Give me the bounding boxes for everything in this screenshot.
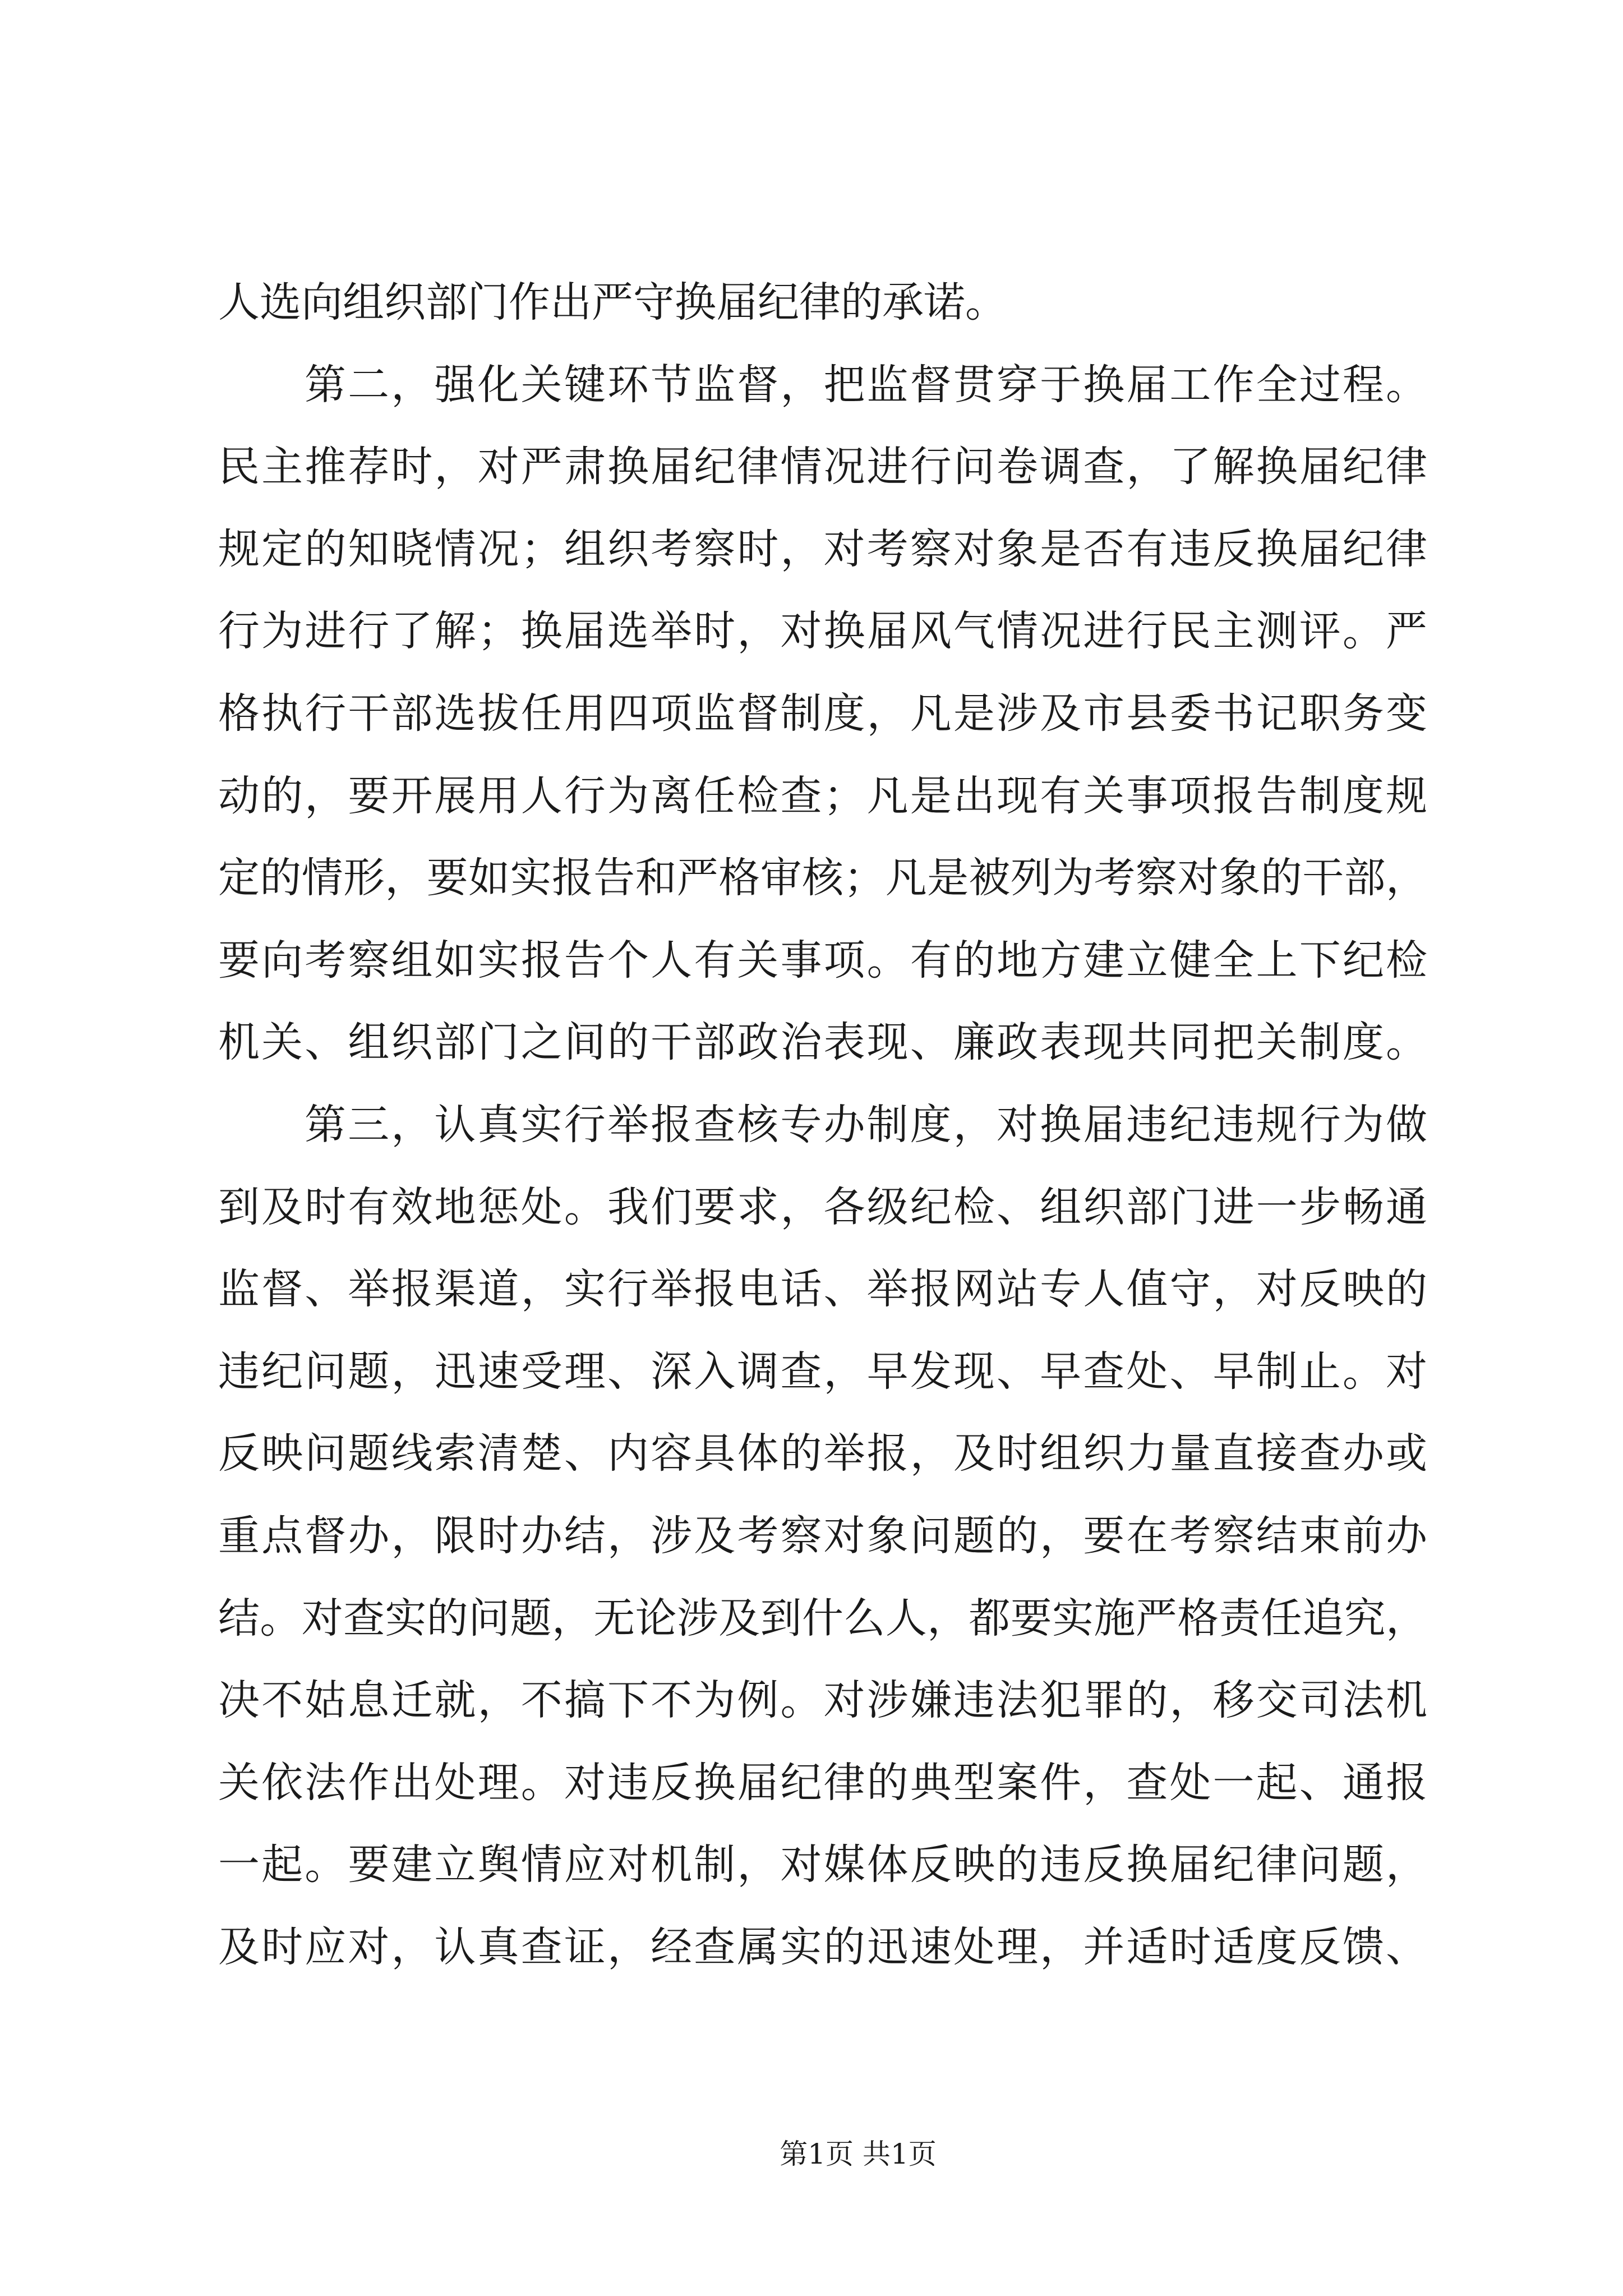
text-line: 格执行干部选拔任用四项监督制度，凡是涉及市县委书记职务变 xyxy=(218,689,1427,738)
text-line: 结。对查实的问题，无论涉及到什么人，都要实施严格责任追究， xyxy=(218,1594,1427,1642)
paragraph-3 xyxy=(218,1084,1427,1989)
text-line: 关依法作出处理。对违反换届纪律的典型案件，查处一起、通报 xyxy=(218,1758,1427,1807)
text-line: 机关、组织部门之间的干部政治表现、廉政表现共同把关制度。 xyxy=(218,1018,1427,1067)
text-line: 违纪问题，迅速受理、深入调查，早发现、早查处、早制止。对 xyxy=(218,1347,1427,1396)
text-line: 人选向组织部门作出严守换届纪律的承诺。 xyxy=(218,278,1007,326)
document-body xyxy=(218,261,1427,1988)
paragraph-1 xyxy=(218,261,1427,344)
text-line: 第二，强化关键环节监督，把监督贯穿于换届工作全过程。 xyxy=(305,360,1427,409)
text-line: 到及时有效地惩处。我们要求，各级纪检、组织部门进一步畅通 xyxy=(218,1182,1427,1231)
text-line: 民主推荐时，对严肃换届纪律情况进行问卷调查，了解换届纪律 xyxy=(218,443,1427,491)
text-line: 重点督办，限时办结，涉及考察对象问题的，要在考察结束前办 xyxy=(218,1511,1427,1560)
page-number-footer: 第1页 共1页 xyxy=(780,2138,937,2170)
text-line: 第三，认真实行举报查核专办制度，对换届违纪违规行为做 xyxy=(305,1100,1427,1149)
text-line: 决不姑息迁就，不搞下不为例。对涉嫌违法犯罪的，移交司法机 xyxy=(218,1676,1427,1725)
text-line: 要向考察组如实报告个人有关事项。有的地方建立健全上下纪检 xyxy=(218,936,1427,984)
text-line: 定的情形，要如实报告和严格审核；凡是被列为考察对象的干部， xyxy=(218,854,1427,903)
text-line: 行为进行了解；换届选举时，对换届风气情况进行民主测评。严 xyxy=(218,607,1427,656)
text-line: 监督、举报渠道，实行举报电话、举报网站专人值守，对反映的 xyxy=(218,1265,1427,1314)
text-line: 规定的知晓情况；组织考察时，对考察对象是否有违反换届纪律 xyxy=(218,524,1427,573)
text-line: 动的，要开展用人行为离任检查；凡是出现有关事项报告制度规 xyxy=(218,771,1427,820)
paragraph-2 xyxy=(218,344,1427,1084)
text-line: 反映问题线索清楚、内容具体的举报，及时组织力量直接查办或 xyxy=(218,1429,1427,1478)
text-line: 一起。要建立舆情应对机制，对媒体反映的违反换届纪律问题， xyxy=(218,1841,1427,1889)
text-line: 及时应对，认真查证，经查属实的迅速处理，并适时适度反馈、 xyxy=(218,1922,1427,1971)
